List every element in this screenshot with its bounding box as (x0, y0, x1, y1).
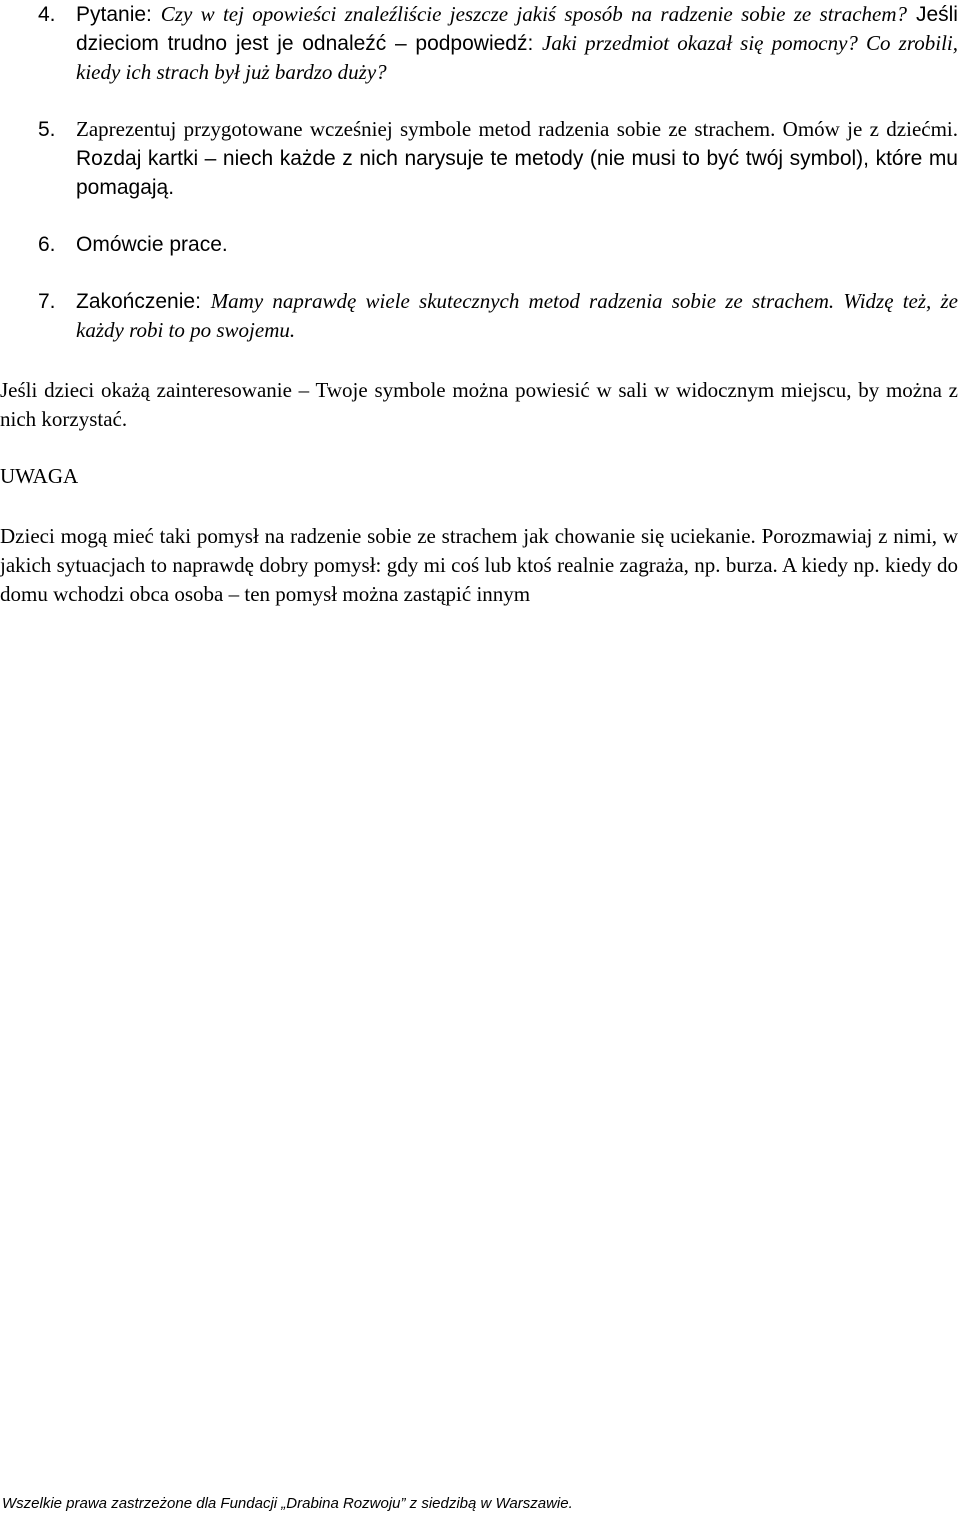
uwaga-heading: UWAGA (0, 464, 79, 488)
footer-copyright: Wszelkie prawa zastrzeżone dla Fundacji „Drabina Rozwoju” z siedzibą w Warszawie. (2, 1495, 573, 1512)
list-item-5 (38, 115, 958, 202)
conclusion-quote: Mamy naprawdę wiele skutecznych metod radzenia sobie ze strachem. Widzę też, że każdy robi to po swojemu. (76, 289, 958, 342)
list-item-body: Omówcie prace. (76, 233, 228, 256)
hint-question: Jaki przedmiot okazał się pomocny? Co zrobili, kiedy ich strach był już bardzo duży? (76, 31, 958, 84)
list-number: 5. (38, 118, 56, 141)
list-number: 7. (38, 290, 56, 313)
display-paragraph: Jeśli dzieci okażą zainteresowanie – Twoje symbole można powiesić w sali w widocznym miejscu, by można z nich korzystać. (0, 378, 958, 431)
list-item-7 (38, 287, 958, 345)
list-item-4 (38, 0, 958, 87)
instruction-text: Zaprezentuj przygotowane wcześniej symbole metod radzenia sobie ze strachem. Omów je z dziećmi. (76, 117, 958, 141)
conclusion-label: Zakończenie: (76, 290, 211, 313)
list-number: 6. (38, 233, 56, 256)
list-number: 4. (38, 3, 56, 26)
note-paragraph: Dzieci mogą mieć taki pomysł na radzenie sobie ze strachem jak chowanie się uciekanie. Porozmawiaj z nimi, w jakich sytuacjach to naprawdę dobry pomysł: gdy mi coś lub ktoś realnie zagraża, np. burza. A kiedy np. kiedy do domu wchodzi obca osoba – ten pomysł można zastąpić innym (0, 524, 958, 606)
question-text: Czy w tej opowieści znaleźliście jeszcze jakiś sposób na radzenie sobie ze strachem? (160, 2, 908, 26)
instruction-text-sans: Rozdaj kartki – niech każde z nich narysuje te metody (nie musi to być twój symbol), które mu pomagają. (76, 147, 958, 199)
list-item-body (76, 115, 958, 202)
list-item-6 (38, 230, 958, 259)
hint-intro: Jeśli dzieciom trudno jest je odnaleźć – podpowiedź: (76, 3, 958, 55)
list-item-body (76, 287, 958, 345)
list-item-body (76, 0, 958, 87)
question-label: Pytanie: (76, 3, 161, 26)
